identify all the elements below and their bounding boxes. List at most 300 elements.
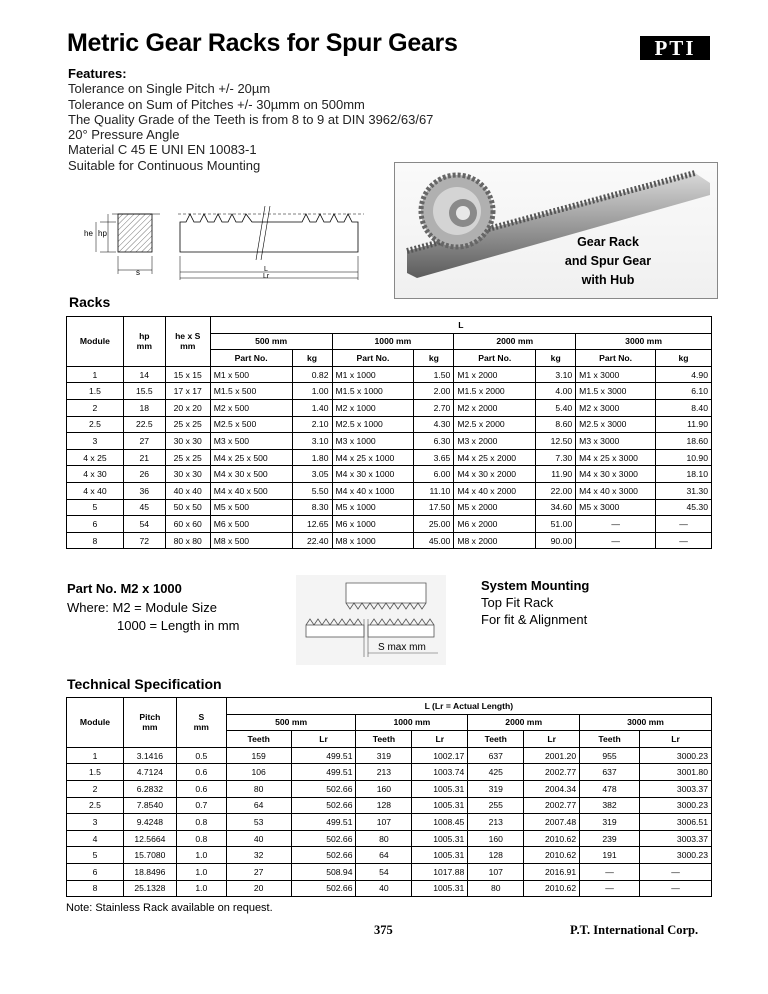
system-mounting-line: For fit & Alignment <box>481 612 588 627</box>
hp-label: hp <box>98 229 107 238</box>
table-cell: M4 x 30 x 3000 <box>576 466 656 483</box>
table-cell: 17 x 17 <box>165 383 210 400</box>
table-cell: M4 x 40 x 500 <box>210 482 292 499</box>
table-cell: 31.30 <box>656 482 712 499</box>
table-cell: 1.0 <box>176 880 226 897</box>
table-cell: 2 <box>67 780 124 797</box>
header-500: 500 mm <box>226 714 356 731</box>
table-cell: 106 <box>226 764 291 781</box>
table-cell: 1017.88 <box>412 863 468 880</box>
table-cell: 499.51 <box>291 747 356 764</box>
table-cell: 3.10 <box>536 366 576 383</box>
feature-line: Suitable for Continuous Mounting <box>68 157 261 173</box>
table-row <box>67 764 712 781</box>
header-teeth: Teeth <box>356 731 412 748</box>
caption-line: and Spur Gear <box>564 254 652 268</box>
table-cell: 6.2832 <box>123 780 176 797</box>
table-row <box>67 466 712 483</box>
table-cell: 502.66 <box>291 780 356 797</box>
table-cell: 3000.23 <box>640 847 712 864</box>
table-cell: 0.82 <box>292 366 332 383</box>
header-3000: 3000 mm <box>576 333 712 350</box>
table-cell: 2016.91 <box>524 863 580 880</box>
table-cell: 5.50 <box>292 482 332 499</box>
table-cell: 107 <box>356 814 412 831</box>
table-cell: 1.50 <box>414 366 454 383</box>
header-s-unit: mm <box>193 722 209 733</box>
table-cell: 4 x 40 <box>67 482 124 499</box>
table-cell: M1.5 x 1000 <box>332 383 414 400</box>
table-cell: 40 <box>226 830 291 847</box>
table-row <box>67 482 712 499</box>
table-cell: 15.5 <box>123 383 165 400</box>
s-label: s <box>136 268 140 277</box>
table-cell: 8.30 <box>292 499 332 516</box>
table-cell: 0.7 <box>176 797 226 814</box>
table-cell: 11.90 <box>536 466 576 483</box>
header-3000: 3000 mm <box>580 714 712 731</box>
header-lr: Lr <box>524 731 580 748</box>
table-row <box>67 747 712 764</box>
header-pitch-label: Pitch <box>139 712 161 723</box>
header-500: 500 mm <box>210 333 332 350</box>
table-cell: 30 x 30 <box>165 433 210 450</box>
header-kg: kg <box>414 350 454 367</box>
table-cell: 2.5 <box>67 416 124 433</box>
table-cell: 6 <box>67 863 124 880</box>
racks-table <box>66 316 712 549</box>
table-cell: 9.4248 <box>123 814 176 831</box>
table-cell: 18.8496 <box>123 863 176 880</box>
table-cell: 1005.31 <box>412 780 468 797</box>
table-cell: M5 x 3000 <box>576 499 656 516</box>
table-cell: 191 <box>580 847 640 864</box>
table-cell: 60 x 60 <box>165 516 210 533</box>
caption-line: with Hub <box>581 273 635 287</box>
table-cell: 2007.48 <box>524 814 580 831</box>
table-cell: 4.00 <box>536 383 576 400</box>
table-cell: 4.7124 <box>123 764 176 781</box>
table-cell: 3.05 <box>292 466 332 483</box>
page-title: Metric Gear Racks for Spur Gears <box>67 29 458 57</box>
table-cell: 1005.31 <box>412 797 468 814</box>
table-cell: 11.10 <box>414 482 454 499</box>
table-cell: 80 x 80 <box>165 532 210 549</box>
header-hp-label: hp <box>139 331 150 342</box>
table-cell: M5 x 2000 <box>454 499 536 516</box>
table-cell: 25 x 25 <box>165 416 210 433</box>
table-cell: M4 x 30 x 500 <box>210 466 292 483</box>
table-cell: 0.6 <box>176 764 226 781</box>
table-cell: 12.5664 <box>123 830 176 847</box>
table-cell: 0.8 <box>176 830 226 847</box>
header-length: L <box>210 317 711 334</box>
table-cell: — <box>580 863 640 880</box>
table-cell: 3.10 <box>292 433 332 450</box>
table-cell: 0.8 <box>176 814 226 831</box>
table-cell: 499.51 <box>291 814 356 831</box>
table-cell: — <box>580 880 640 897</box>
table-cell: 2.00 <box>414 383 454 400</box>
table-row <box>67 433 712 450</box>
table-cell: 1.5 <box>67 764 124 781</box>
table-cell: M6 x 500 <box>210 516 292 533</box>
table-cell: 30 x 30 <box>165 466 210 483</box>
table-cell: 45 <box>123 499 165 516</box>
table-cell: 502.66 <box>291 830 356 847</box>
table-row <box>67 780 712 797</box>
table-cell: 22.5 <box>123 416 165 433</box>
table-cell: 21 <box>123 449 165 466</box>
table-row <box>67 383 712 400</box>
table-cell: M2.5 x 1000 <box>332 416 414 433</box>
header-kg: kg <box>536 350 576 367</box>
table-cell: 1.80 <box>292 449 332 466</box>
header-hexs-label: he x S <box>175 331 201 342</box>
table-cell: 18.10 <box>656 466 712 483</box>
table-cell: 2004.34 <box>524 780 580 797</box>
header-1000: 1000 mm <box>356 714 468 731</box>
table-cell: M8 x 2000 <box>454 532 536 549</box>
table-cell: 90.00 <box>536 532 576 549</box>
table-cell: 5 <box>67 847 124 864</box>
table-cell: 3003.37 <box>640 780 712 797</box>
table-cell: 128 <box>468 847 524 864</box>
table-cell: 3 <box>67 814 124 831</box>
table-cell: 3000.23 <box>640 747 712 764</box>
table-cell: 5 <box>67 499 124 516</box>
header-partno: Part No. <box>210 350 292 367</box>
table-cell: M4 x 40 x 2000 <box>454 482 536 499</box>
table-cell: M2 x 2000 <box>454 399 536 416</box>
table-cell: 45.30 <box>656 499 712 516</box>
lr-label: Lr <box>263 273 270 280</box>
table-cell: 319 <box>580 814 640 831</box>
partno-line: 1000 = Length in mm <box>117 618 240 633</box>
table-cell: M8 x 500 <box>210 532 292 549</box>
table-cell: M5 x 500 <box>210 499 292 516</box>
header-1000: 1000 mm <box>332 333 454 350</box>
mounting-diagram <box>296 575 446 665</box>
table-cell: 637 <box>468 747 524 764</box>
he-label: he <box>84 229 93 238</box>
table-cell: 36 <box>123 482 165 499</box>
table-cell: M2.5 x 500 <box>210 416 292 433</box>
table-cell: 1.40 <box>292 399 332 416</box>
table-row <box>67 416 712 433</box>
rack-dimension-diagram <box>80 200 370 285</box>
table-cell: 50 x 50 <box>165 499 210 516</box>
racks-body <box>67 366 712 549</box>
table-cell: 18.60 <box>656 433 712 450</box>
table-cell: 6.00 <box>414 466 454 483</box>
header-module: Module <box>67 317 124 367</box>
table-cell: 25.1328 <box>123 880 176 897</box>
table-cell: 2010.62 <box>524 847 580 864</box>
table-cell: 1 <box>67 366 124 383</box>
table-cell: M1 x 500 <box>210 366 292 383</box>
table-cell: 1005.31 <box>412 830 468 847</box>
table-cell: 40 x 40 <box>165 482 210 499</box>
table-cell: M2 x 1000 <box>332 399 414 416</box>
table-cell: 7.30 <box>536 449 576 466</box>
feature-line: 20° Pressure Angle <box>68 127 180 143</box>
system-mounting-heading: System Mounting <box>481 578 590 593</box>
table-cell: 32 <box>226 847 291 864</box>
header-hp <box>123 317 165 367</box>
header-s <box>176 698 226 748</box>
table-cell: M4 x 40 x 1000 <box>332 482 414 499</box>
table-cell: 18 <box>123 399 165 416</box>
table-row <box>67 830 712 847</box>
table-cell: 72 <box>123 532 165 549</box>
table-row <box>67 532 712 549</box>
table-cell: 1005.31 <box>412 847 468 864</box>
table-cell: 40 <box>356 880 412 897</box>
table-cell: 1008.45 <box>412 814 468 831</box>
table-cell: 4.30 <box>414 416 454 433</box>
table-row <box>67 797 712 814</box>
table-cell: 1002.17 <box>412 747 468 764</box>
table-cell: 2010.62 <box>524 880 580 897</box>
header-partno: Part No. <box>454 350 536 367</box>
table-cell: 12.50 <box>536 433 576 450</box>
table-cell: M4 x 25 x 1000 <box>332 449 414 466</box>
table-cell: 34.60 <box>536 499 576 516</box>
header-length: L (Lr = Actual Length) <box>226 698 711 715</box>
header-kg: kg <box>656 350 712 367</box>
footnote: Note: Stainless Rack available on request. <box>66 902 273 914</box>
table-cell: 3 <box>67 433 124 450</box>
table-cell: 7.8540 <box>123 797 176 814</box>
table-cell: 107 <box>468 863 524 880</box>
header-partno: Part No. <box>576 350 656 367</box>
company-name: P.T. International Corp. <box>570 923 699 937</box>
header-hp-unit: mm <box>136 341 152 352</box>
table-cell: 20 <box>226 880 291 897</box>
header-2000: 2000 mm <box>454 333 576 350</box>
table-cell: M1 x 2000 <box>454 366 536 383</box>
table-cell: 8 <box>67 532 124 549</box>
table-cell: M1.5 x 3000 <box>576 383 656 400</box>
table-cell: M1.5 x 2000 <box>454 383 536 400</box>
header-pitch <box>123 698 176 748</box>
table-cell: 26 <box>123 466 165 483</box>
feature-line: The Quality Grade of the Teeth is from 8 to 9 at DIN 3962/63/67 <box>68 111 434 127</box>
table-cell: 8.40 <box>656 399 712 416</box>
table-cell: M3 x 1000 <box>332 433 414 450</box>
s-max-label: S max mm <box>378 642 426 653</box>
table-cell: 319 <box>468 780 524 797</box>
table-cell: M1 x 1000 <box>332 366 414 383</box>
table-cell: 25 x 25 <box>165 449 210 466</box>
table-cell: 3001.80 <box>640 764 712 781</box>
table-cell: — <box>576 532 656 549</box>
table-cell: 6.30 <box>414 433 454 450</box>
table-cell: 64 <box>226 797 291 814</box>
table-cell: 12.65 <box>292 516 332 533</box>
table-cell: 213 <box>468 814 524 831</box>
table-cell: M3 x 3000 <box>576 433 656 450</box>
header-teeth: Teeth <box>580 731 640 748</box>
table-cell: 3.65 <box>414 449 454 466</box>
table-cell: 128 <box>356 797 412 814</box>
table-cell: 2.5 <box>67 797 124 814</box>
table-cell: 382 <box>580 797 640 814</box>
table-cell: 502.66 <box>291 880 356 897</box>
table-cell: 159 <box>226 747 291 764</box>
table-cell: 2.70 <box>414 399 454 416</box>
table-cell: 2 <box>67 399 124 416</box>
table-cell: M6 x 2000 <box>454 516 536 533</box>
table-cell: 319 <box>356 747 412 764</box>
header-lr: Lr <box>640 731 712 748</box>
table-cell: 1003.74 <box>412 764 468 781</box>
table-cell: 502.66 <box>291 847 356 864</box>
system-mounting-line: Top Fit Rack <box>481 595 554 610</box>
table-cell: M3 x 2000 <box>454 433 536 450</box>
table-cell: M1 x 3000 <box>576 366 656 383</box>
table-cell: 1.0 <box>176 863 226 880</box>
product-photo <box>394 162 718 299</box>
table-cell: 478 <box>580 780 640 797</box>
table-cell: 0.6 <box>176 780 226 797</box>
table-cell: 1005.31 <box>412 880 468 897</box>
table-cell: 1.5 <box>67 383 124 400</box>
table-row <box>67 516 712 533</box>
table-cell: 160 <box>468 830 524 847</box>
table-cell: M4 x 40 x 3000 <box>576 482 656 499</box>
table-cell: M4 x 30 x 2000 <box>454 466 536 483</box>
tech-spec-heading: Technical Specification <box>67 676 222 692</box>
table-row <box>67 499 712 516</box>
tech-spec-table <box>66 697 712 897</box>
table-cell: 2001.20 <box>524 747 580 764</box>
table-cell: 54 <box>123 516 165 533</box>
table-row <box>67 863 712 880</box>
table-cell: 53 <box>226 814 291 831</box>
table-cell: M1.5 x 500 <box>210 383 292 400</box>
table-cell: 14 <box>123 366 165 383</box>
table-row <box>67 847 712 864</box>
table-cell: 15.7080 <box>123 847 176 864</box>
header-hexs <box>165 317 210 367</box>
header-teeth: Teeth <box>226 731 291 748</box>
table-cell: 8 <box>67 880 124 897</box>
table-cell: 11.90 <box>656 416 712 433</box>
feature-line: Tolerance on Single Pitch +/- 20µm <box>68 81 271 97</box>
table-cell: 45.00 <box>414 532 454 549</box>
table-cell: 22.40 <box>292 532 332 549</box>
table-cell: 255 <box>468 797 524 814</box>
table-cell: 80 <box>226 780 291 797</box>
table-cell: 425 <box>468 764 524 781</box>
table-cell: 637 <box>580 764 640 781</box>
table-cell: 213 <box>356 764 412 781</box>
table-cell: 3003.37 <box>640 830 712 847</box>
table-cell: — <box>640 880 712 897</box>
table-row <box>67 449 712 466</box>
table-cell: 20 x 20 <box>165 399 210 416</box>
table-cell: 51.00 <box>536 516 576 533</box>
gear-rack-illustration <box>395 163 717 298</box>
table-cell: 3000.23 <box>640 797 712 814</box>
table-cell: 2002.77 <box>524 797 580 814</box>
table-cell: 8.60 <box>536 416 576 433</box>
table-cell: 54 <box>356 863 412 880</box>
table-cell: M3 x 500 <box>210 433 292 450</box>
table-cell: 4 x 30 <box>67 466 124 483</box>
table-cell: M4 x 25 x 2000 <box>454 449 536 466</box>
header-s-label: S <box>198 712 205 723</box>
table-cell: 499.51 <box>291 764 356 781</box>
system-mounting <box>481 577 589 628</box>
table-row <box>67 366 712 383</box>
header-lr: Lr <box>291 731 356 748</box>
table-cell: M2 x 500 <box>210 399 292 416</box>
features-heading: Features: <box>68 66 127 81</box>
table-cell: 502.66 <box>291 797 356 814</box>
table-cell: 3006.51 <box>640 814 712 831</box>
table-cell: — <box>656 532 712 549</box>
table-cell: 2002.77 <box>524 764 580 781</box>
table-row <box>67 814 712 831</box>
table-cell: M2.5 x 3000 <box>576 416 656 433</box>
tech-spec-body <box>67 747 712 896</box>
table-cell: 6.10 <box>656 383 712 400</box>
table-cell: 6 <box>67 516 124 533</box>
table-cell: — <box>656 516 712 533</box>
table-cell: 4 x 25 <box>67 449 124 466</box>
table-cell: M4 x 25 x 3000 <box>576 449 656 466</box>
table-cell: 17.50 <box>414 499 454 516</box>
table-cell: 0.5 <box>176 747 226 764</box>
table-cell: 508.94 <box>291 863 356 880</box>
table-cell: — <box>576 516 656 533</box>
header-hexs-unit: mm <box>180 341 196 352</box>
table-cell: M8 x 1000 <box>332 532 414 549</box>
header-partno: Part No. <box>332 350 414 367</box>
header-teeth: Teeth <box>468 731 524 748</box>
table-cell: 4 <box>67 830 124 847</box>
header-lr: Lr <box>412 731 468 748</box>
l-label: L <box>264 266 268 273</box>
table-cell: 4.90 <box>656 366 712 383</box>
table-cell: M4 x 30 x 1000 <box>332 466 414 483</box>
feature-line: Tolerance on Sum of Pitches +/- 30µmm on 500mm <box>68 96 365 112</box>
table-row <box>67 880 712 897</box>
header-module: Module <box>67 698 124 748</box>
partno-line: Where: M2 = Module Size <box>67 599 217 615</box>
table-cell: 80 <box>356 830 412 847</box>
table-cell: M6 x 1000 <box>332 516 414 533</box>
table-cell: 1.0 <box>176 847 226 864</box>
table-cell: 22.00 <box>536 482 576 499</box>
table-row <box>67 399 712 416</box>
header-pitch-unit: mm <box>142 722 158 733</box>
table-cell: M5 x 1000 <box>332 499 414 516</box>
table-cell: 10.90 <box>656 449 712 466</box>
table-cell: 160 <box>356 780 412 797</box>
table-cell: 2.10 <box>292 416 332 433</box>
table-cell: M4 x 25 x 500 <box>210 449 292 466</box>
table-cell: 239 <box>580 830 640 847</box>
table-cell: 2010.62 <box>524 830 580 847</box>
header-2000: 2000 mm <box>468 714 580 731</box>
table-cell: 15 x 15 <box>165 366 210 383</box>
header-kg: kg <box>292 350 332 367</box>
table-cell: 5.40 <box>536 399 576 416</box>
